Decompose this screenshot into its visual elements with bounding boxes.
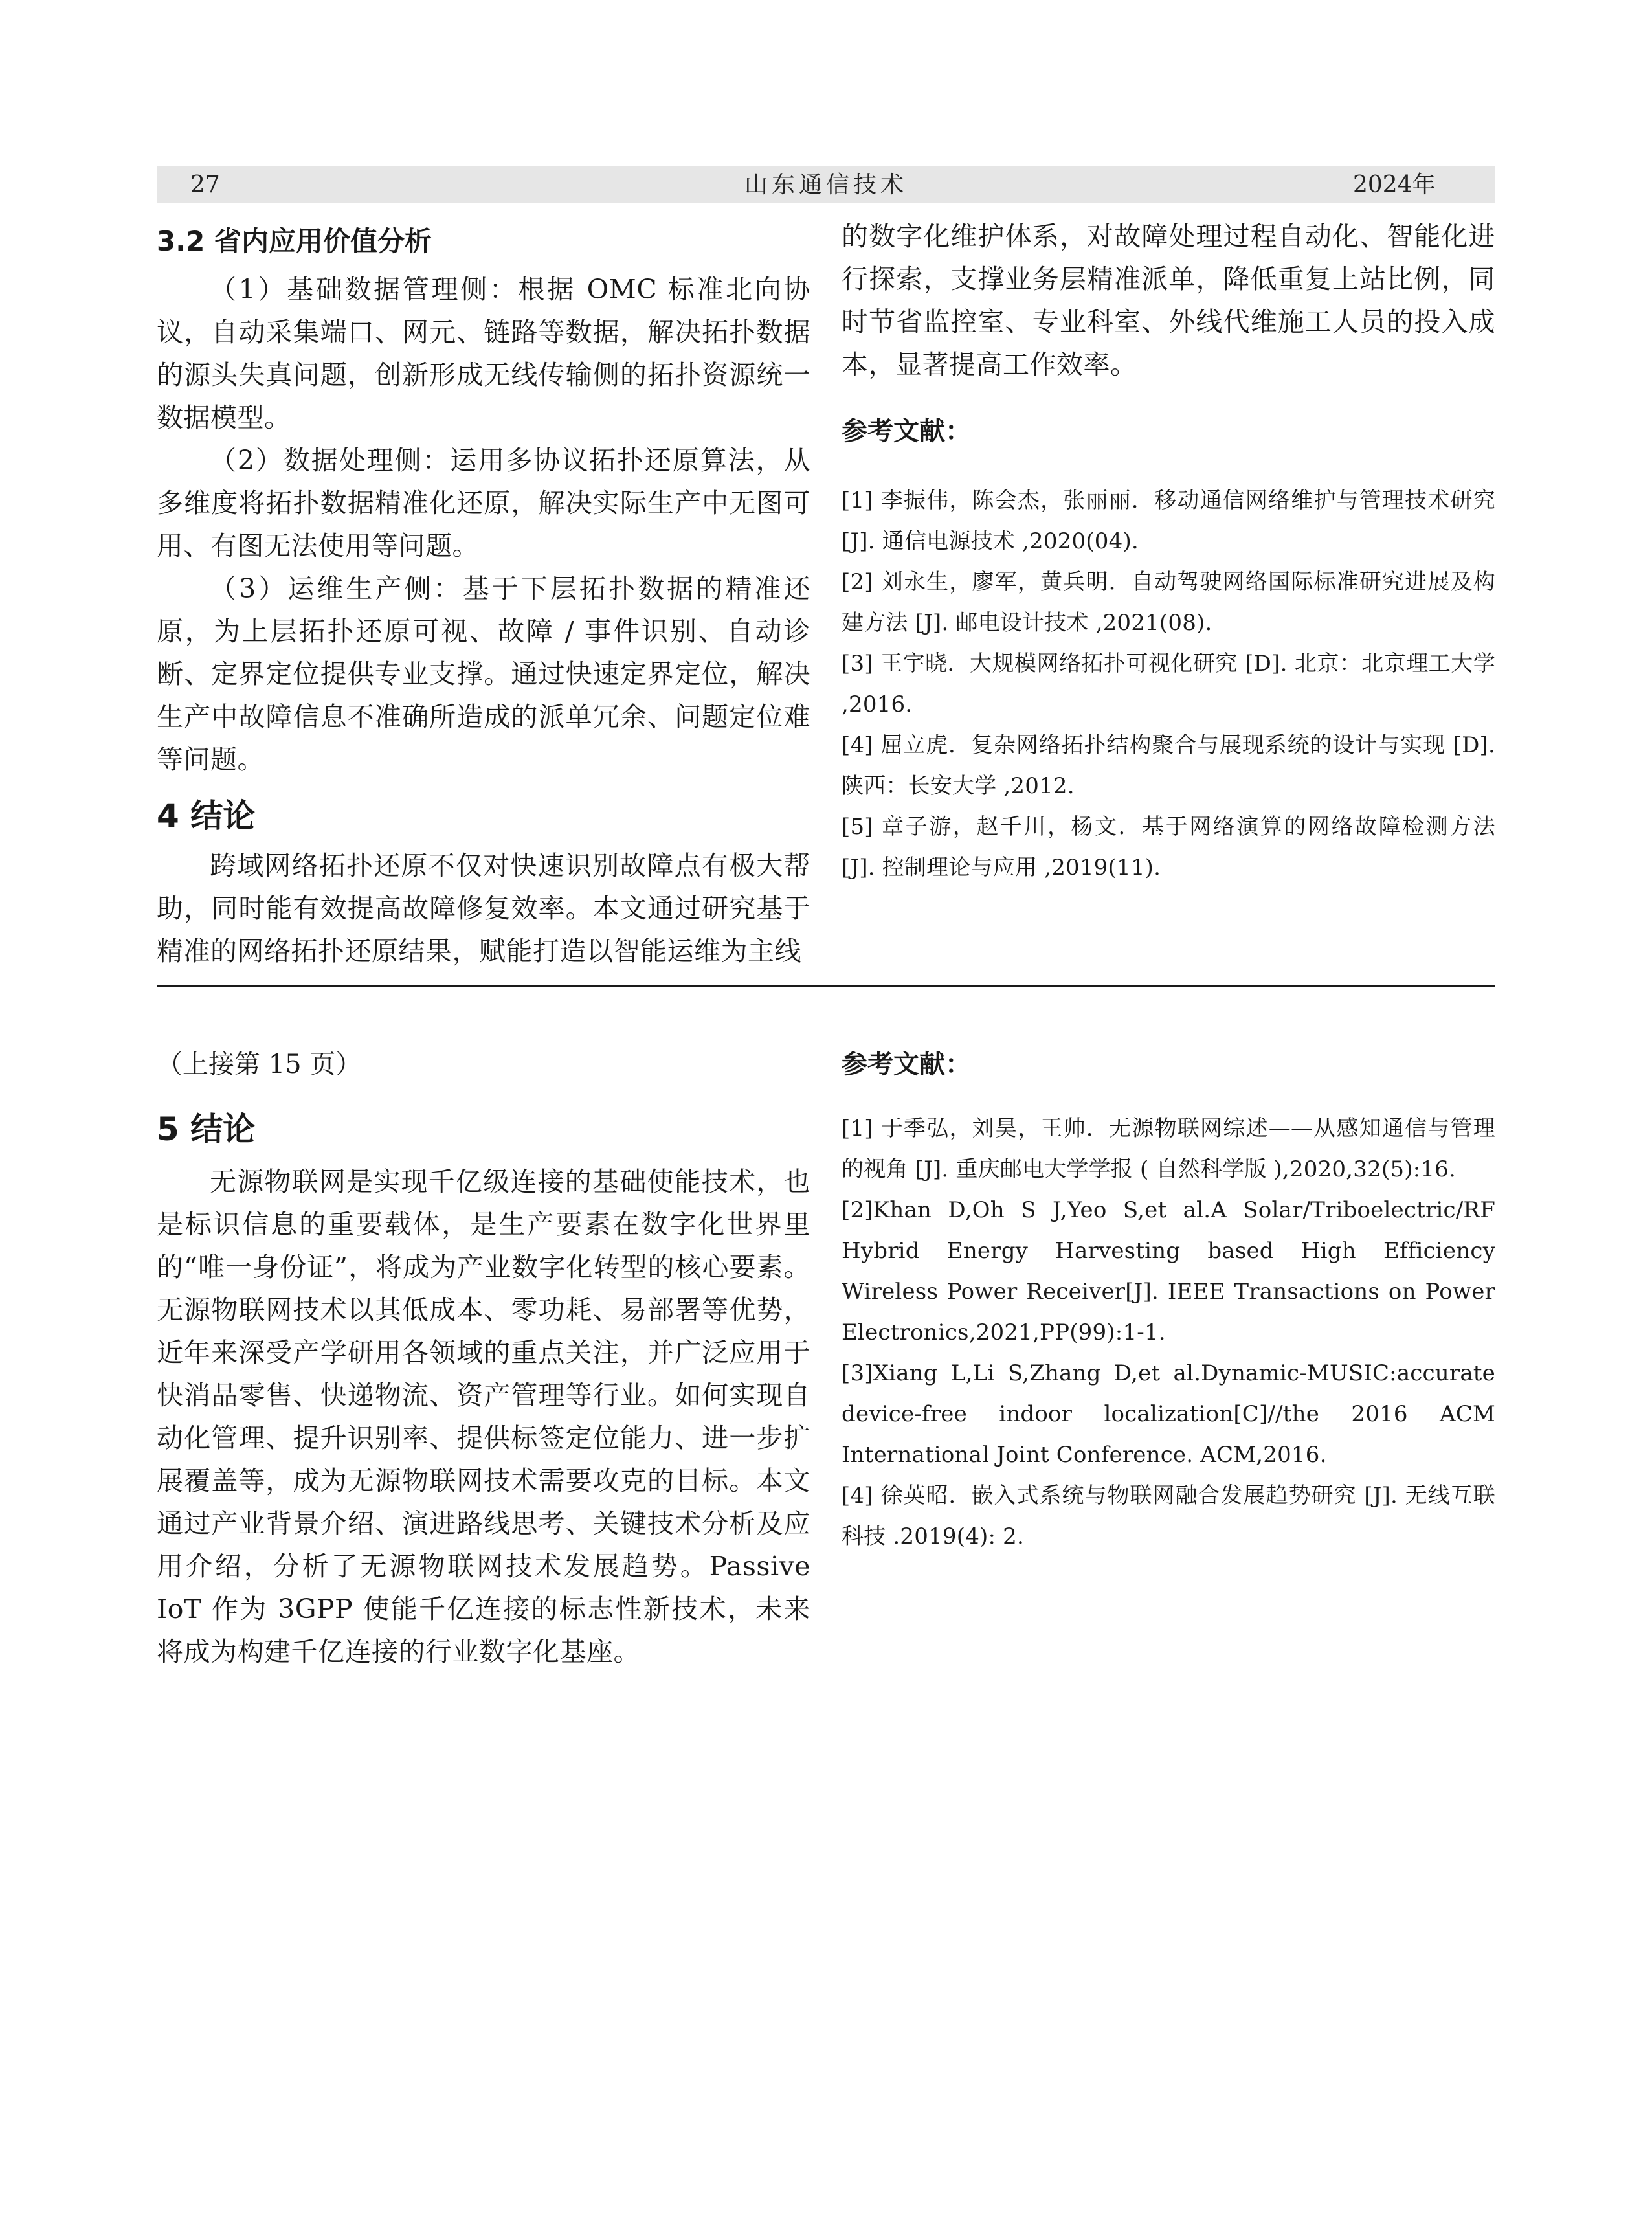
paragraph-conclusion-start: 跨域网络拓扑还原不仅对快速识别故障点有极大帮助，同时能有效提高故障修复效率。本文通过研究基于精准的网络拓扑还原结果，赋能打造以智能运维为主线 xyxy=(157,850,810,967)
references-heading-bottom: 参考文献： xyxy=(842,1050,971,1079)
paragraph-ops-production: （3）运维生产侧：基于下层拓扑数据的精准还原，为上层拓扑还原可视、故障 / 事件识别、自动诊断、定界定位提供专业支撑。通过快速定界定位，解决生产中故障信息不准确所造成的派单冗余、问题定位难等问题。 xyxy=(157,573,810,775)
section-heading-4: 4 结论 xyxy=(157,797,256,835)
paragraph-data-management: （1）基础数据管理侧：根据 OMC 标准北向协议，自动采集端口、网元、链路等数据，解决拓扑数据的源头失真问题，创新形成无线传输侧的拓扑资源统一数据模型。 xyxy=(157,274,810,433)
page-number: 27 xyxy=(190,172,220,198)
bottom-left-column xyxy=(157,1045,810,1673)
reference-item: [3]Xiang L,Li S,Zhang D,et al.Dynamic-MUSIC:accurate device-free indoor localization[C]//the 2016 ACM International Joint Conference. ACM,2016. xyxy=(842,1360,1495,1468)
reference-item: [2]Khan D,Oh S J,Yeo S,et al.A Solar/Triboelectric/RF Hybrid Energy Harvesting based High Efficiency Wireless Power Receiver[J]. IEEE Transactions on Power Electronics,2021,PP(99):1-1. xyxy=(842,1197,1495,1345)
reference-item: [3] 王宇晓．大规模网络拓扑可视化研究 [D]. 北京：北京理工大学 ,2016. xyxy=(842,651,1495,717)
reference-item: [1] 李振伟，陈会杰，张丽丽．移动通信网络维护与管理技术研究 [J]. 通信电源技术 ,2020(04). xyxy=(842,488,1495,554)
reference-list-top xyxy=(842,480,1495,888)
top-left-column xyxy=(157,220,810,972)
reference-item: [4] 徐英昭．嵌入式系统与物联网融合发展趋势研究 [J]. 无线互联科技 .2019(4): 2. xyxy=(842,1483,1495,1549)
references-heading-top: 参考文献： xyxy=(842,416,971,446)
reference-list-bottom xyxy=(842,1108,1495,1557)
reference-item: [1] 于季弘，刘昊，王帅．无源物联网综述——从感知通信与管理的视角 [J]. 重庆邮电大学学报 ( 自然科学版 ),2020,32(5):16. xyxy=(842,1116,1495,1182)
paragraph-data-processing: （2）数据处理侧：运用多协议拓扑还原算法，从多维度将拓扑数据精准化还原，解决实际生产中无图可用、有图无法使用等问题。 xyxy=(157,445,810,561)
article-divider xyxy=(157,985,1495,987)
section-heading-5: 5 结论 xyxy=(157,1110,256,1148)
reference-item: [5] 章子游，赵千川，杨文．基于网络演算的网络故障检测方法 [J]. 控制理论与应用 ,2019(11). xyxy=(842,814,1495,881)
bottom-right-column xyxy=(842,1045,1495,1557)
reference-item: [2] 刘永生，廖军，黄兵明．自动驾驶网络国际标准研究进展及构建方法 [J]. 邮电设计技术 ,2021(08). xyxy=(842,569,1495,636)
subsection-heading-3-2: 3.2 省内应用价值分析 xyxy=(157,225,432,257)
issue-year: 2024年 xyxy=(1353,172,1436,198)
journal-name: 山东通信技术 xyxy=(744,172,908,198)
paragraph-passive-iot-conclusion: 无源物联网是实现千亿级连接的基础使能技术，也是标识信息的重要载体，是生产要素在数字化世界里的“唯一身份证”，将成为产业数字化转型的核心要素。无源物联网技术以其低成本、零功耗、易部署等优势，近年来深受产学研用各领域的重点关注，并广泛应用于快消品零售、快递物流、资产管理等行业。如何实现自动化管理、提升识别率、提供标签定位能力、进一步扩展覆盖等，成为无源物联网技术需要攻克的目标。本文通过产业背景介绍、演进路线思考、关键技术分析及应用介绍，分析了无源物联网技术发展趋势。Passive IoT 作为 3GPP 使能千亿连接的标志性新技术，未来将成为构建千亿连接的行业数字化基座。 xyxy=(157,1166,810,1667)
paragraph-conclusion-continued: 的数字化维护体系，对故障处理过程自动化、智能化进行探索，支撑业务层精准派单，降低重复上站比例，同时节省监控室、专业科室、外线代维施工人员的投入成本，显著提高工作效率。 xyxy=(842,221,1495,380)
top-right-column xyxy=(842,215,1495,888)
continuation-note: （上接第 15 页） xyxy=(157,1050,362,1079)
reference-item: [4] 屈立虎．复杂网络拓扑结构聚合与展现系统的设计与实现 [D]. 陕西：长安大学 ,2012. xyxy=(842,732,1495,799)
